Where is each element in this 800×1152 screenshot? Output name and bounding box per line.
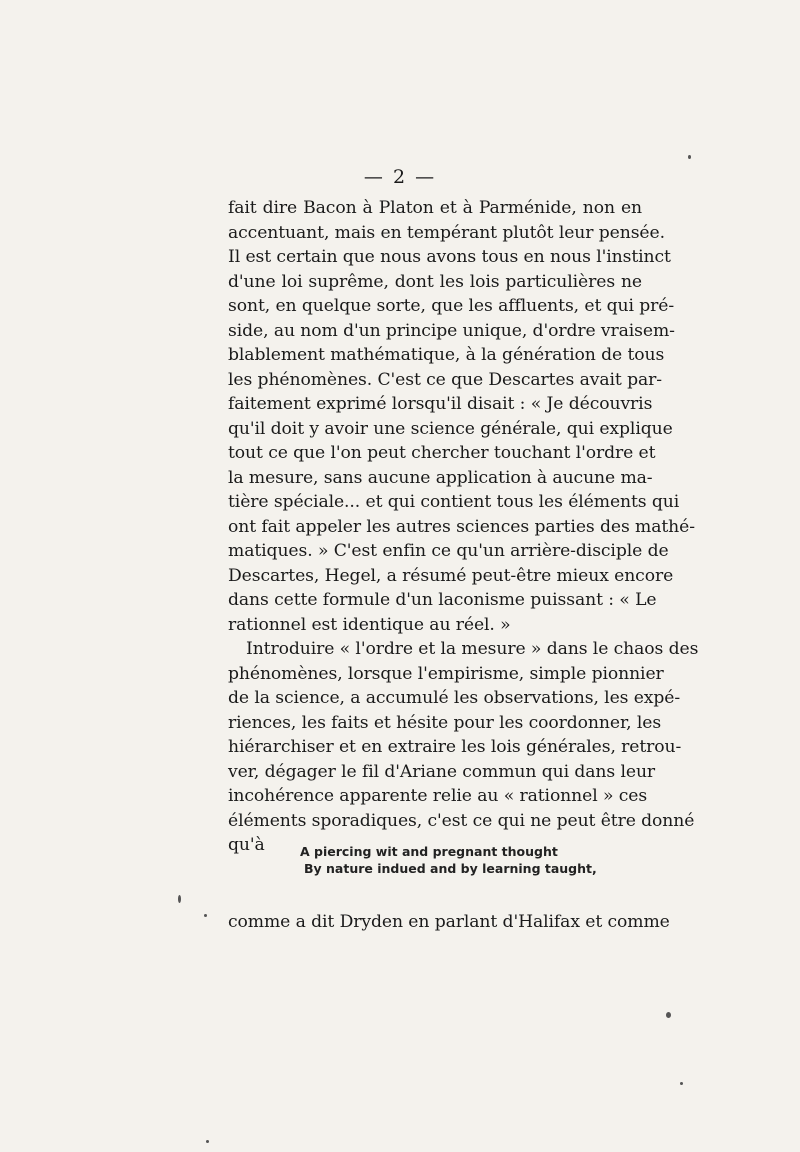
verse-quotation [300, 843, 600, 877]
text-line: sont, en quelque sorte, que les affluents, et qui pré- [228, 296, 675, 316]
text-line: phénomènes, lorsque l'empirisme, simple pionnier [228, 663, 664, 684]
scan-speck [680, 1082, 683, 1085]
scan-speck [206, 1140, 209, 1143]
text-line: dans cette formule d'un laconisme puissant : « Le [228, 590, 657, 610]
text-line: d'une loi suprême, dont les lois particulières ne [228, 271, 642, 292]
text-line: éléments sporadiques, c'est ce qui ne peut être donné [228, 810, 695, 831]
text-line: fait dire Bacon à Platon et à Parménide, non en [228, 198, 642, 218]
text-line: tière spéciale... et qui contient tous les éléments qui [228, 492, 680, 512]
text-line: qu'à [228, 835, 265, 855]
verse-line: By nature indued and by learning taught, [304, 861, 597, 876]
text-line: rationnel est identique au réel. » [228, 614, 511, 635]
text-line: faitement exprimé lorsqu'il disait : « Je découvris [228, 394, 653, 414]
continuation-text [228, 910, 670, 935]
text-line: side, au nom d'un principe unique, d'ordre vraisem- [228, 320, 675, 341]
scan-speck [666, 1012, 671, 1018]
text-line: ont fait appeler les autres sciences parties des mathé- [228, 516, 695, 537]
body-text [228, 196, 699, 858]
text-line: accentuant, mais en tempérant plutôt leur pensée. [228, 222, 665, 243]
page-number: — 2 — [363, 166, 437, 188]
scan-speck [204, 914, 207, 917]
text-line: incohérence apparente relie au « rationnel » ces [228, 786, 648, 806]
text-line: de la science, a accumulé les observations, les expé- [228, 688, 681, 708]
scan-speck [178, 895, 181, 903]
text-line: matiques. » C'est enfin ce qu'un arrière-disciple de [228, 541, 669, 561]
text-line: hiérarchiser et en extraire les lois générales, retrou- [228, 737, 682, 757]
text-line: qu'il doit y avoir une science générale, qui explique [228, 418, 673, 439]
text-line: Il est certain que nous avons tous en nous l'instinct [228, 247, 671, 267]
text-line: les phénomènes. C'est ce que Descartes avait par- [228, 369, 662, 390]
text-line: riences, les faits et hésite pour les coordonner, les [228, 712, 662, 733]
text-line: Descartes, Hegel, a résumé peut-être mieux encore [228, 565, 674, 586]
text-line: tout ce que l'on peut chercher touchant l'ordre et [228, 443, 656, 463]
text-line: la mesure, sans aucune application à aucune ma- [228, 467, 653, 488]
text-line: Introduire « l'ordre et la mesure » dans le chaos des [246, 639, 699, 659]
text-line: ver, dégager le fil d'Ariane commun qui dans leur [228, 761, 656, 782]
verse-line: A piercing wit and pregnant thought [300, 844, 558, 859]
text-line: comme a dit Dryden en parlant d'Halifax et comme [228, 912, 670, 932]
text-line: blablement mathématique, à la génération de tous [228, 345, 665, 365]
scan-speck [688, 155, 691, 159]
